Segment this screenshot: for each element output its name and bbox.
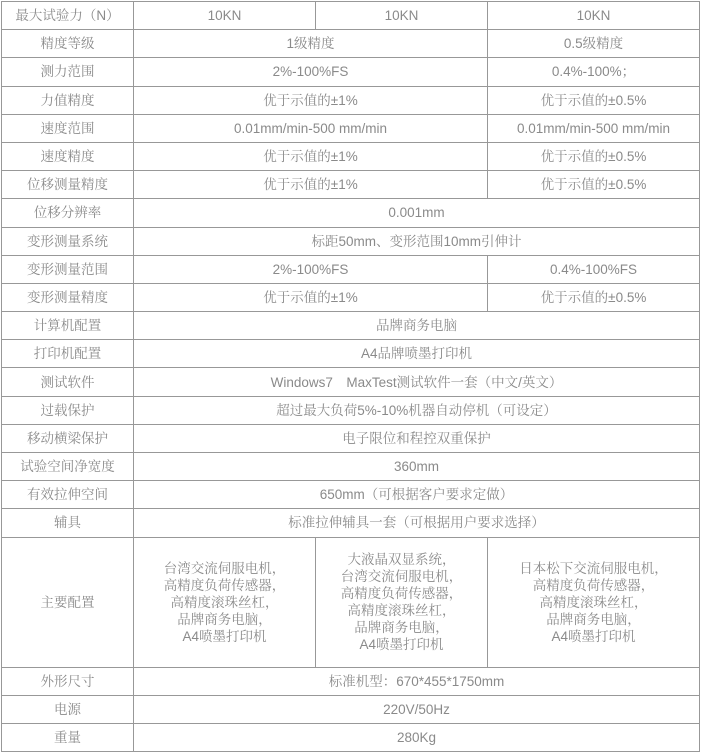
spec-value: 标准拉伸辅具一套（可根据用户要求选择）: [134, 509, 700, 537]
spec-value: 220V/50Hz: [134, 695, 700, 723]
spec-label: 移动横梁保护: [2, 424, 134, 452]
spec-row-speed-range: [2, 114, 700, 142]
spec-label: 打印机配置: [2, 340, 134, 368]
spec-value: 10KN: [134, 2, 316, 30]
spec-label: 主要配置: [2, 537, 134, 667]
spec-value: 0.01mm/min-500 mm/min: [134, 114, 488, 142]
spec-value: 0.5级精度: [488, 30, 700, 58]
spec-label: 外形尺寸: [2, 667, 134, 695]
spec-value: 超过最大负荷5%-10%机器自动停机（可设定）: [134, 396, 700, 424]
spec-value: 0.4%-100%FS: [488, 255, 700, 283]
spec-row-computer: [2, 312, 700, 340]
spec-row-force-accuracy: [2, 86, 700, 114]
spec-value: 优于示值的±1%: [134, 142, 488, 170]
spec-label: 位移测量精度: [2, 171, 134, 199]
spec-row-weight: [2, 723, 700, 751]
spec-label: 电源: [2, 695, 134, 723]
spec-row-fixtures: [2, 509, 700, 537]
spec-row-deformation-system: [2, 227, 700, 255]
spec-value: 品牌商务电脑: [134, 312, 700, 340]
spec-label: 速度范围: [2, 114, 134, 142]
spec-row-printer: [2, 340, 700, 368]
spec-value: 0.001mm: [134, 199, 700, 227]
spec-value: 优于示值的±0.5%: [488, 86, 700, 114]
spec-value: 优于示值的±0.5%: [488, 142, 700, 170]
spec-value: 2%-100%FS: [134, 255, 488, 283]
spec-label: 重量: [2, 723, 134, 751]
spec-row-dimensions: [2, 667, 700, 695]
spec-row-crosshead-protection: [2, 424, 700, 452]
spec-label: 过载保护: [2, 396, 134, 424]
spec-row-overload-protection: [2, 396, 700, 424]
spec-label: 测力范围: [2, 58, 134, 86]
spec-label: 变形测量精度: [2, 283, 134, 311]
spec-row-force-range: [2, 58, 700, 86]
spec-row-max-test-force: [2, 2, 700, 30]
spec-label: 力值精度: [2, 86, 134, 114]
spec-row-test-width: [2, 453, 700, 481]
spec-row-speed-accuracy: [2, 142, 700, 170]
spec-row-deformation-accuracy: [2, 283, 700, 311]
spec-label: 辅具: [2, 509, 134, 537]
spec-value: Windows7 MaxTest测试软件一套（中文/英文）: [134, 368, 700, 396]
spec-label: 有效拉伸空间: [2, 481, 134, 509]
spec-value-config-list: 日本松下交流伺服电机， 高精度负荷传感器， 高精度滚珠丝杠， 品牌商务电脑， A4喷墨打印机: [488, 537, 700, 667]
spec-row-accuracy-class: [2, 30, 700, 58]
spec-table: [1, 1, 700, 752]
spec-label: 速度精度: [2, 142, 134, 170]
spec-value: 10KN: [488, 2, 700, 30]
spec-row-tension-space: [2, 481, 700, 509]
spec-value: 电子限位和程控双重保护: [134, 424, 700, 452]
spec-value: 优于示值的±1%: [134, 283, 488, 311]
spec-row-displacement-accuracy: [2, 171, 700, 199]
spec-value: 280Kg: [134, 723, 700, 751]
spec-value: A4品牌喷墨打印机: [134, 340, 700, 368]
spec-value: 0.01mm/min-500 mm/min: [488, 114, 700, 142]
spec-label: 计算机配置: [2, 312, 134, 340]
spec-row-power: [2, 695, 700, 723]
spec-label: 变形测量范围: [2, 255, 134, 283]
spec-value: 0.4%-100%；: [488, 58, 700, 86]
spec-row-deformation-range: [2, 255, 700, 283]
spec-label: 最大试验力（N）: [2, 2, 134, 30]
spec-value: 优于示值的±0.5%: [488, 171, 700, 199]
spec-value: 360mm: [134, 453, 700, 481]
spec-value-config-list: 大液晶双显系统， 台湾交流伺服电机， 高精度负荷传感器， 高精度滚珠丝杠， 品牌商务电脑， A4喷墨打印机: [316, 537, 488, 667]
spec-label: 精度等级: [2, 30, 134, 58]
spec-label: 变形测量系统: [2, 227, 134, 255]
spec-value: 1级精度: [134, 30, 488, 58]
spec-label: 位移分辨率: [2, 199, 134, 227]
spec-value: 650mm（可根据客户要求定做）: [134, 481, 700, 509]
spec-label: 测试软件: [2, 368, 134, 396]
spec-value: 标距50mm、变形范围10mm引伸计: [134, 227, 700, 255]
spec-row-main-configuration: [2, 537, 700, 667]
spec-value: 优于示值的±1%: [134, 86, 488, 114]
spec-value-config-list: 台湾交流伺服电机， 高精度负荷传感器， 高精度滚珠丝杠， 品牌商务电脑， A4喷墨打印机: [134, 537, 316, 667]
spec-value: 10KN: [316, 2, 488, 30]
spec-value: 标准机型：670*455*1750mm: [134, 667, 700, 695]
spec-value: 优于示值的±0.5%: [488, 283, 700, 311]
spec-value: 2%-100%FS: [134, 58, 488, 86]
spec-value: 优于示值的±1%: [134, 171, 488, 199]
spec-label: 试验空间净宽度: [2, 453, 134, 481]
spec-row-displacement-resolution: [2, 199, 700, 227]
spec-row-software: [2, 368, 700, 396]
